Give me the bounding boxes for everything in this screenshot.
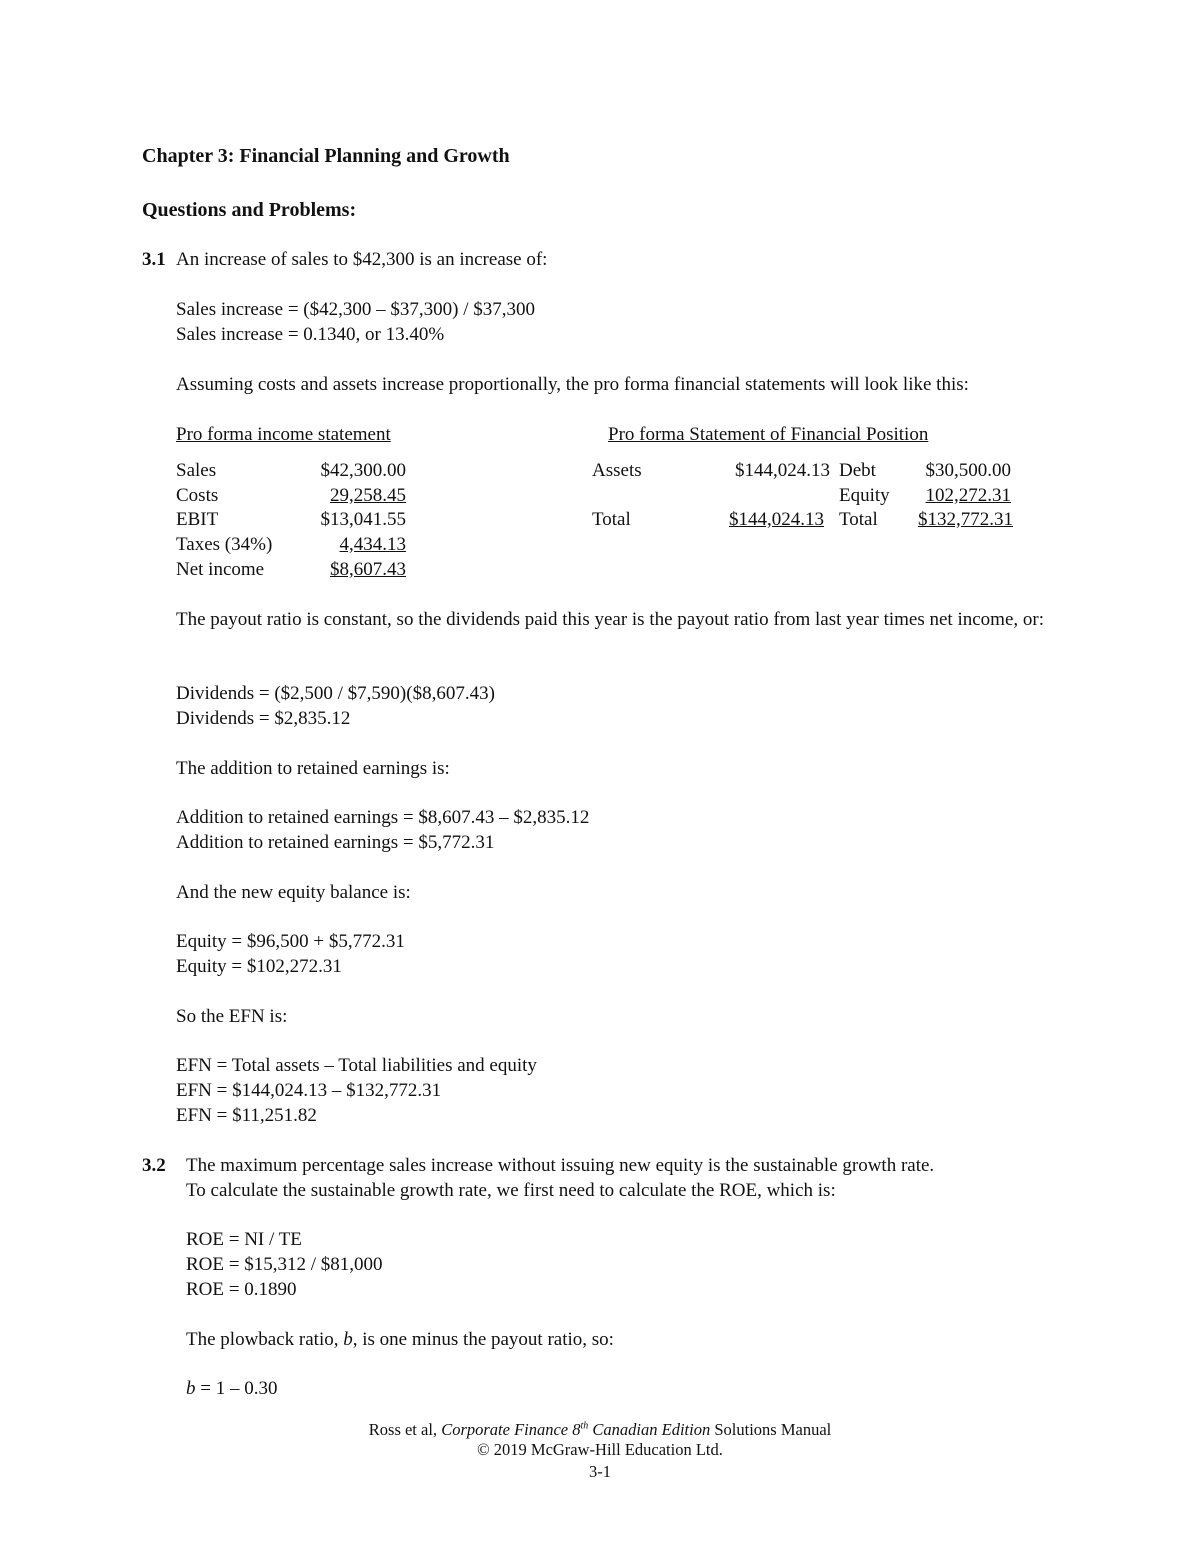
payout-ratio-text: The payout ratio is constant, so the dividends paid this year is the payout ratio from last year times net income, or: xyxy=(176,609,1044,630)
footer-book-edition: Canadian Edition xyxy=(588,1420,711,1439)
income-value-costs: 29,258.45 xyxy=(330,485,406,506)
income-value-ebit: $13,041.55 xyxy=(320,509,406,530)
equity-label: Equity xyxy=(839,485,890,506)
plowback-formula-variable: b xyxy=(186,1378,196,1399)
footer-suffix: Solutions Manual xyxy=(710,1420,832,1439)
plowback-text-c: , is one minus the payout ratio, so: xyxy=(352,1329,614,1350)
problem-3-1-intro: An increase of sales to $42,300 is an increase of: xyxy=(176,249,548,270)
page-number: 3-1 xyxy=(589,1462,611,1481)
efn-definition: EFN = Total assets – Total liabilities and equity xyxy=(176,1055,537,1076)
plowback-formula xyxy=(186,1377,277,1402)
dividends-formula: Dividends = ($2,500 / $7,590)($8,607.43) xyxy=(176,683,495,704)
assets-value: $144,024.13 xyxy=(735,460,830,481)
retained-earnings-result: Addition to retained earnings = $5,772.31 xyxy=(176,832,495,853)
financial-position-heading: Pro forma Statement of Financial Position xyxy=(608,424,929,445)
total-assets-label: Total xyxy=(592,509,631,530)
roe-definition: ROE = NI / TE xyxy=(186,1229,302,1250)
plowback-formula-rest: = 1 – 0.30 xyxy=(195,1378,278,1399)
income-label-net-income: Net income xyxy=(176,559,265,580)
footer-book-title: Corporate Finance 8 xyxy=(441,1420,581,1439)
debt-label: Debt xyxy=(839,460,876,481)
income-label-taxes: Taxes (34%) xyxy=(176,534,273,555)
footer-citation xyxy=(0,1420,1200,1439)
equity-formula: Equity = $96,500 + $5,772.31 xyxy=(176,931,405,952)
dividends-result: Dividends = $2,835.12 xyxy=(176,708,351,729)
equity-value: 102,272.31 xyxy=(925,485,1011,506)
income-label-costs: Costs xyxy=(176,485,219,506)
plowback-intro xyxy=(186,1328,614,1353)
income-value-sales: $42,300.00 xyxy=(320,460,406,481)
efn-formula: EFN = $144,024.13 – $132,772.31 xyxy=(176,1080,442,1101)
assumption-text: Assuming costs and assets increase proportionally, the pro forma financial statements will look like this: xyxy=(176,374,969,395)
equity-balance-intro: And the new equity balance is: xyxy=(176,882,411,903)
plowback-variable: b xyxy=(343,1329,353,1350)
retained-earnings-formula: Addition to retained earnings = $8,607.43 – $2,835.12 xyxy=(176,807,590,828)
efn-intro: So the EFN is: xyxy=(176,1006,288,1027)
problem-3-2-line1: The maximum percentage sales increase without issuing new equity is the sustainable growth rate. xyxy=(186,1155,935,1176)
footer-book-sup: th xyxy=(580,1420,589,1432)
debt-value: $30,500.00 xyxy=(925,460,1011,481)
roe-formula: ROE = $15,312 / $81,000 xyxy=(186,1254,383,1275)
equity-result: Equity = $102,272.31 xyxy=(176,956,342,977)
income-statement-heading: Pro forma income statement xyxy=(176,424,391,445)
income-label-ebit: EBIT xyxy=(176,509,219,530)
chapter-title: Chapter 3: Financial Planning and Growth xyxy=(142,145,510,167)
total-assets-value: $144,024.13 xyxy=(729,509,824,530)
total-liabilities-value: $132,772.31 xyxy=(918,509,1013,530)
income-label-sales: Sales xyxy=(176,460,217,481)
assets-label: Assets xyxy=(592,460,642,481)
sales-increase-formula: Sales increase = ($42,300 – $37,300) / $37,300 xyxy=(176,299,535,320)
sales-increase-result: Sales increase = 0.1340, or 13.40% xyxy=(176,324,445,345)
total-liabilities-label: Total xyxy=(839,509,878,530)
section-title: Questions and Problems: xyxy=(142,199,357,221)
efn-result: EFN = $11,251.82 xyxy=(176,1105,317,1126)
footer-prefix: Ross et al, xyxy=(368,1420,442,1439)
income-value-taxes: 4,434.13 xyxy=(339,534,406,555)
plowback-text-a: The plowback ratio, xyxy=(186,1329,344,1350)
roe-result: ROE = 0.1890 xyxy=(186,1279,297,1300)
retained-earnings-intro: The addition to retained earnings is: xyxy=(176,758,450,779)
problem-3-2-line2: To calculate the sustainable growth rate, we first need to calculate the ROE, which is: xyxy=(186,1180,836,1201)
income-value-net-income: $8,607.43 xyxy=(330,559,406,580)
problem-number-3-1: 3.1 xyxy=(142,249,166,270)
problem-number-3-2: 3.2 xyxy=(142,1155,166,1176)
footer-copyright: © 2019 McGraw-Hill Education Ltd. xyxy=(477,1440,723,1459)
